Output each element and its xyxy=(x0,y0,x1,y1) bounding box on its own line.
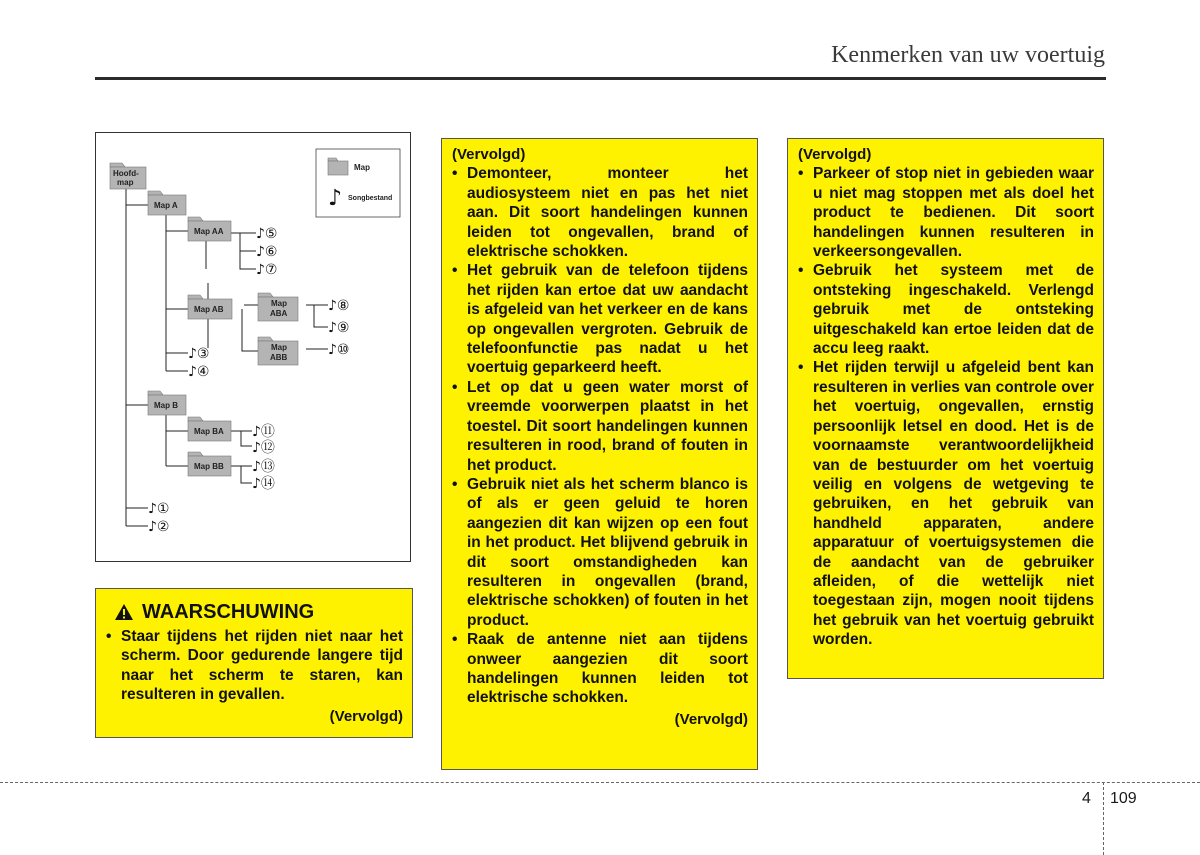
song-file-6: ♪⑥ xyxy=(256,244,278,260)
folder-map-b xyxy=(148,391,186,415)
folder-tree-svg xyxy=(96,133,412,563)
warning-continued: (Vervolgd) xyxy=(329,707,403,725)
song-file-12: ♪⑫ xyxy=(252,440,275,456)
list-item: • Let op dat u geen water morst of vreemde voorwerpen plaatst in het toestel. Dit soort handelingen kunnen resulteren in rood, brand of fouten in het product. xyxy=(452,378,748,475)
svg-text:Map AA: Map AA xyxy=(194,227,224,236)
folder-map-aa xyxy=(188,217,231,241)
song-file-13: ♪⑬ xyxy=(252,459,275,475)
song-file-2: ♪② xyxy=(148,519,170,535)
continued-heading: (Vervolgd) xyxy=(452,146,526,163)
song-file-9: ♪⑨ xyxy=(328,320,350,336)
svg-text:Map: Map xyxy=(271,343,287,352)
svg-text:Map B: Map B xyxy=(154,401,178,410)
root-folder xyxy=(110,163,146,189)
continued-footer: (Vervolgd) xyxy=(674,710,748,728)
svg-text:ABA: ABA xyxy=(270,309,288,318)
page-number: 109 xyxy=(1110,790,1137,807)
folder-map-ab xyxy=(188,295,232,319)
svg-text:Map A: Map A xyxy=(154,201,178,210)
song-file-10: ♪⑩ xyxy=(328,342,350,358)
song-file-5: ♪⑤ xyxy=(256,226,278,242)
caution-column-2 xyxy=(441,138,758,770)
svg-text:Map BB: Map BB xyxy=(194,462,224,471)
list-item: • Demonteer, monteer het audiosysteem niet en pas het niet aan. Dit soort handelingen kunnen leiden tot ongevallen, brand of elektrische schokken. xyxy=(452,164,748,261)
list-item: • Gebruik niet als het scherm blanco is of als er geen geluid te horen aangezien dit kan wijzen op een fout in het product. Het blijvend gebruik in dit soort omstandigheden kan resulteren in ongevallen (brand, elektrische schokken) of fouten in het product. xyxy=(452,475,748,630)
folder-tree-diagram xyxy=(95,132,411,562)
svg-text:map: map xyxy=(117,178,134,187)
list-item: • Parkeer of stop niet in gebieden waar u niet mag stoppen met als doel het product te bedienen. Dit soort handelingen kunnen resulteren in verkeersongevallen. xyxy=(798,164,1094,261)
folder-map-bb xyxy=(188,452,231,476)
song-file-4: ♪④ xyxy=(188,364,210,380)
list-item: • Het gebruik van de telefoon tijdens het rijden kan ertoe dat uw aandacht is afgeleid van het verkeer en de kans op ongevallen vergroten. Gebruik de telefoonfunctie pas nadat u het voertuig geparkeerd heeft. xyxy=(452,261,748,377)
footer-rule xyxy=(0,782,1200,783)
legend-song-label: Songbestand xyxy=(348,195,393,202)
song-file-3: ♪③ xyxy=(188,346,210,362)
song-file-1: ♪① xyxy=(148,501,170,517)
continued-heading: (Vervolgd) xyxy=(798,146,872,163)
legend xyxy=(316,149,400,217)
warning-triangle-icon xyxy=(114,603,134,621)
svg-text:Map: Map xyxy=(271,299,287,308)
svg-text:Map BA: Map BA xyxy=(194,427,224,436)
folder-map-abb xyxy=(258,337,298,365)
song-file-7: ♪⑦ xyxy=(256,262,278,278)
song-file-8: ♪⑧ xyxy=(328,298,350,314)
folder-map-a xyxy=(148,191,186,215)
list-item: • Raak de antenne niet aan tijdens onweer aangezien dit soort handelingen kunnen leiden tot elektrische schokken. xyxy=(452,630,748,708)
list-item: • Staar tijdens het rijden niet naar het scherm. Door gedurende langere tijd naar het scherm te staren, kan resulteren in gevallen. xyxy=(106,627,403,705)
caution-column-3 xyxy=(787,138,1104,679)
warning-list xyxy=(106,627,403,705)
header-rule xyxy=(95,77,1106,80)
song-file-14: ♪⑭ xyxy=(252,476,275,492)
warning-title xyxy=(106,599,403,625)
song-file-11: ♪⑪ xyxy=(252,424,275,440)
svg-text:ABB: ABB xyxy=(270,353,288,362)
warning-box xyxy=(95,588,413,738)
svg-text:Hoofd-: Hoofd- xyxy=(113,169,139,178)
list-item: • Gebruik het systeem met de ontsteking ingeschakeld. Verlengd gebruik met de ontsteking uitgeschakeld kan ertoe leiden dat de accu leeg raakt. xyxy=(798,261,1094,358)
caution-list xyxy=(452,164,748,707)
folder-map-aba xyxy=(258,293,298,321)
folder-map-ba xyxy=(188,417,231,441)
warning-title-text: WAARSCHUWING xyxy=(142,601,315,623)
chapter-number: 4 xyxy=(1082,790,1091,807)
legend-song-icon: ♪ xyxy=(328,186,343,211)
caution-list xyxy=(798,164,1094,649)
footer-divider xyxy=(1103,782,1104,855)
running-header: Kenmerken van uw voertuig xyxy=(831,42,1105,68)
svg-text:Map AB: Map AB xyxy=(194,305,224,314)
legend-folder-label: Map xyxy=(354,163,370,172)
list-item: • Het rijden terwijl u afgeleid bent kan resulteren in verlies van controle over het voertuig, ongevallen, ernstig persoonlijk letsel en dood. Het is de voornaamste verantwoordelijkheid van de bestuurder om het voertuig veilig en volgens de wetgeving te gebruiken, en het gebruik van handheld apparaten, andere apparatuur of voertuigsystemen die de aandacht van de gebruiker afleiden, of die wettelijk niet toegestaan zijn, mogen nooit tijdens het gebruik van het voertuig gebruikt worden. xyxy=(798,358,1094,649)
